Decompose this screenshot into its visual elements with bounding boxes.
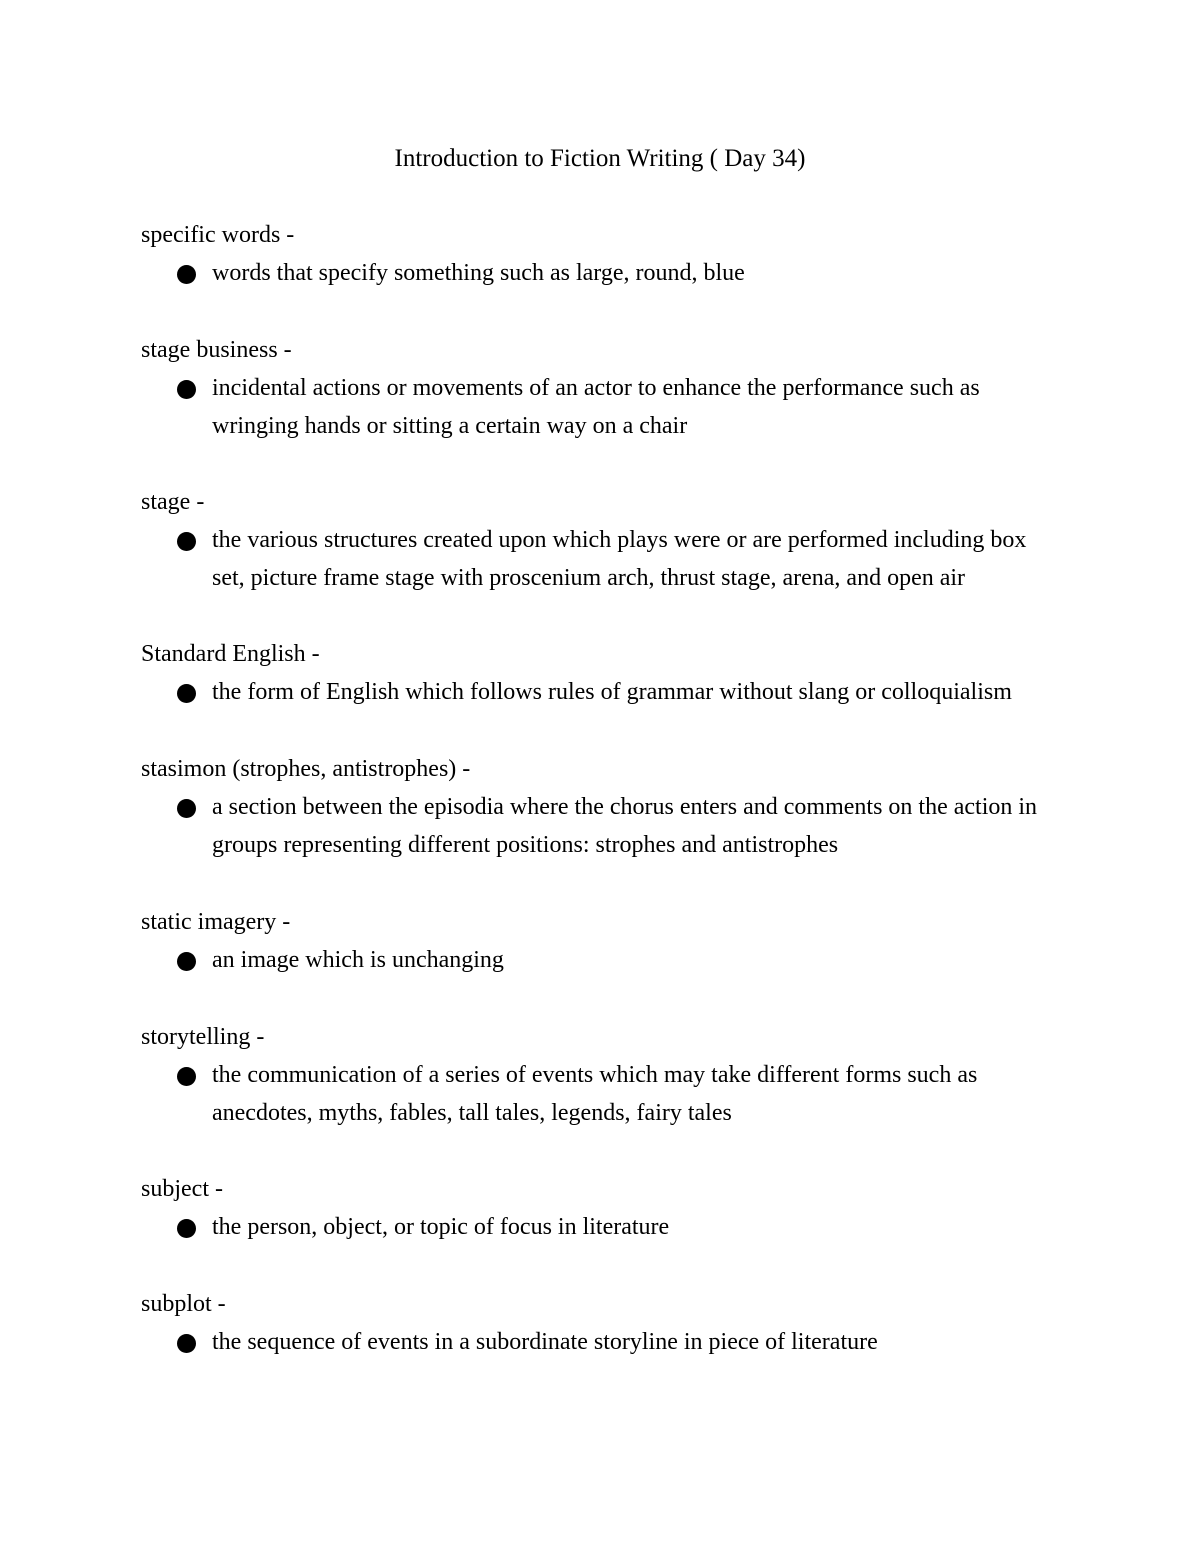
term-definition: the sequence of events in a subordinate storyline in piece of literature [212, 1329, 878, 1355]
term-definition: an image which is unchanging [212, 947, 504, 973]
term-definition: the various structures created upon which plays were or are performed including box set, picture frame stage with proscenium arch, thrust stage, arena, and open air [212, 527, 1027, 591]
bullet-icon [177, 1219, 196, 1238]
term-label: stage business - [141, 337, 292, 363]
term-definition: the form of English which follows rules of grammar without slang or colloquialism [212, 679, 1012, 705]
term-definition: words that specify something such as large, round, blue [212, 260, 745, 286]
term-label: stasimon (strophes, antistrophes) - [141, 756, 471, 782]
term-label: subject - [141, 1176, 223, 1202]
term-definition: a section between the episodia where the chorus enters and comments on the action in groups representing different positions: strophes and antistrophes [212, 794, 1038, 858]
bullet-icon [177, 532, 196, 551]
document-title: Introduction to Fiction Writing ( Day 34) [394, 145, 806, 172]
bullet-icon [177, 380, 196, 399]
term-label: specific words - [141, 222, 295, 248]
term-label: Standard English - [141, 641, 320, 667]
term-label: stage - [141, 489, 205, 515]
term-label: static imagery - [141, 909, 291, 935]
bullet-icon [177, 799, 196, 818]
term-definition: the communication of a series of events which may take different forms such as anecdotes, myths, fables, tall tales, legends, fairy tales [212, 1062, 978, 1126]
term-label: storytelling - [141, 1024, 265, 1050]
bullet-icon [177, 684, 196, 703]
term-definition: the person, object, or topic of focus in literature [212, 1214, 670, 1240]
term-definition: incidental actions or movements of an actor to enhance the performance such as wringing hands or sitting a certain way on a chair [212, 375, 980, 439]
bullet-icon [177, 265, 196, 284]
bullet-icon [177, 1334, 196, 1353]
bullet-icon [177, 952, 196, 971]
bullet-icon [177, 1067, 196, 1086]
term-label: subplot - [141, 1291, 226, 1317]
